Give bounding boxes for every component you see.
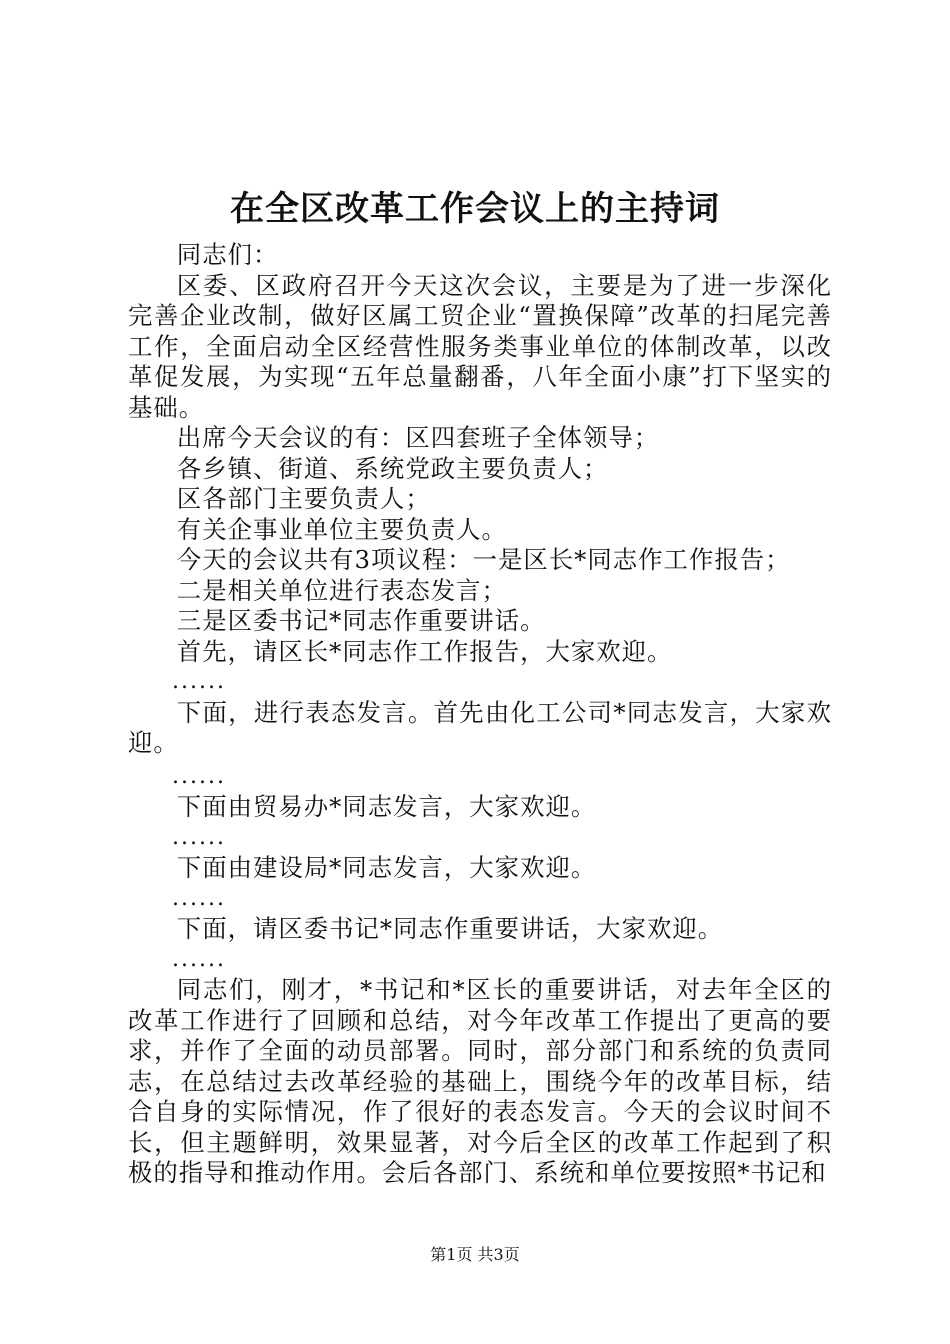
paragraph: 下面，进行表态发言。首先由化工公司*同志发言，大家欢迎。 [128,697,832,757]
paragraph: 区各部门主要负责人； [176,484,431,513]
ellipsis: ...... [172,763,226,789]
paragraph: 下面由建设局*同志发言，大家欢迎。 [176,853,597,882]
paragraph: 同志们，刚才，*书记和*区长的重要讲话，对去年全区的改革工作进行了回顾和总结，对今年改革工作提出了更高的要求，并作了全面的动员部署。同时，部分部门和系统的负责同志，在总结过去改革经验的基础上，围绕今年的改革目标，结合自身的实际情况，作了很好的表态发言。今天的会议时间不长，但主题鲜明，效果显著，对今后全区的改革工作起到了积极的指导和推动作用。会后各部门、系统和单位要按照*书记和 [128,975,832,1187]
paragraph: 下面，请区委书记*同志作重要讲话，大家欢迎。 [176,914,724,943]
document-title: 在全区改革工作会议上的主持词 [230,189,720,229]
paragraph: 今天的会议共有3项议程：一是区长*同志作工作报告； [176,545,791,574]
paragraph: 首先，请区长*同志作工作报告，大家欢迎。 [176,636,673,666]
document-body [128,240,832,1189]
paragraph: 同志们： [176,240,279,269]
paragraph: 三是区委书记*同志作重要讲话。 [176,606,546,635]
paragraph: 有关企事业单位主要负责人。 [176,514,507,544]
paragraph: 各乡镇、街道、系统党政主要负责人； [176,453,609,483]
ellipsis: ...... [172,669,226,694]
paragraph: 二是相关单位进行表态发言； [176,575,507,605]
paragraph: 区委、区政府召开今天这次会议，主要是为了进一步深化完善企业改制，做好区属工贸企业“置换保障”改革的扫尾完善工作，全面启动全区经营性服务类事业单位的体制改革，以改革促发展，为实现“五年总量翻番，八年全面小康”打下坚实的基础。 [128,270,832,422]
paragraph: 出席今天会议的有：区四套班子全体领导； [176,423,660,452]
page-number-footer: 第1页 共3页 [430,1245,520,1264]
ellipsis: ...... [172,824,226,850]
ellipsis: ...... [172,946,226,972]
paragraph: 下面由贸易办*同志发言，大家欢迎。 [176,792,597,821]
ellipsis: ...... [172,885,226,911]
